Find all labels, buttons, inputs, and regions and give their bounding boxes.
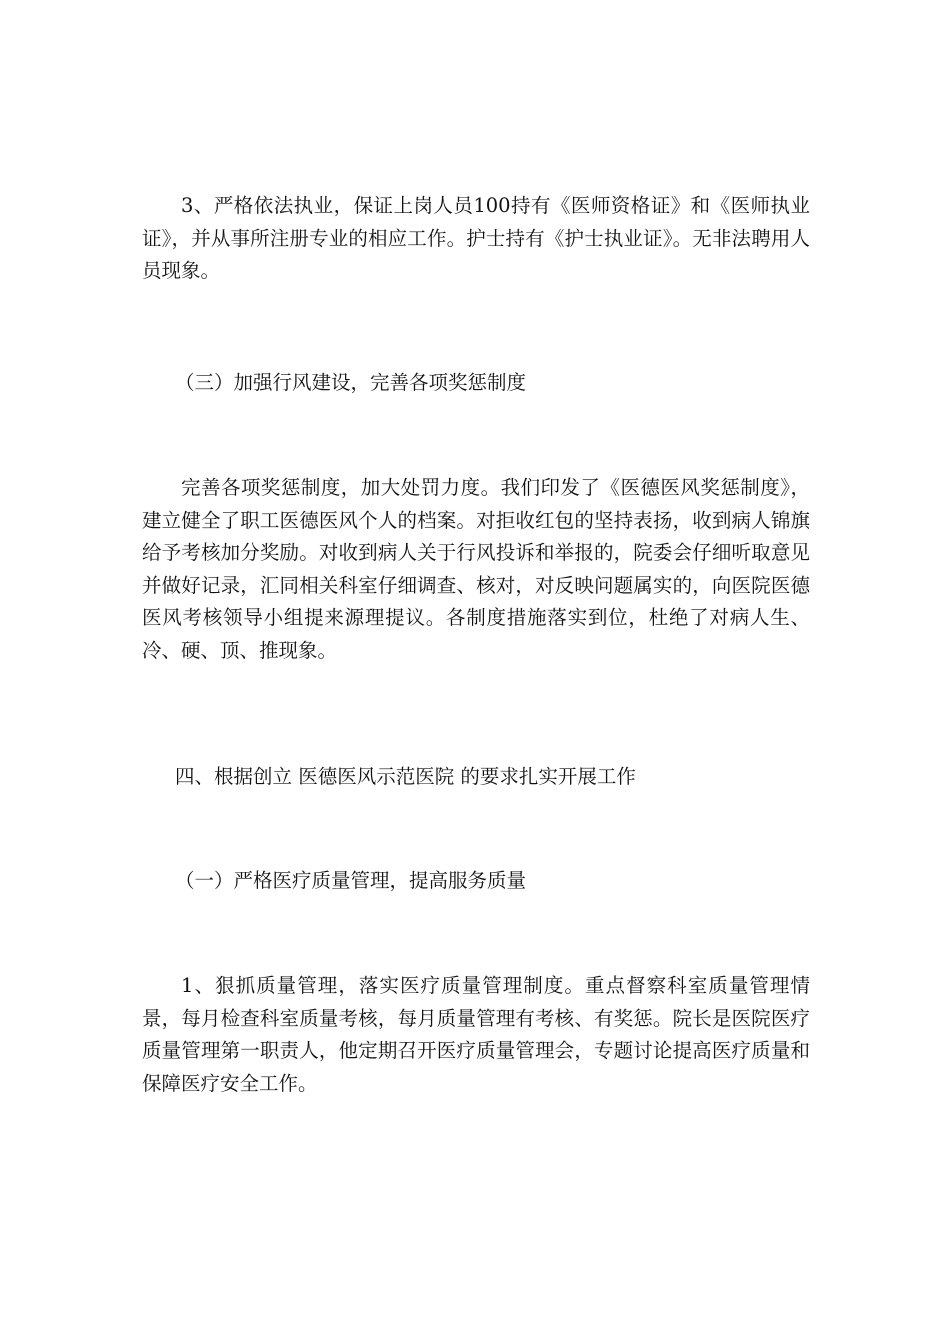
paragraph-rewards-penalties: 完善各项奖惩制度，加大处罚力度。我们印发了《医德医风奖惩制度》，建立健全了职工医德医风个人的档案。对拒收红包的坚持表扬，收到病人锦旗给予考核加分奖励。对收到病人关于行风投诉和举报的，院委会仔细听取意见并做好记录，汇同相关科室仔细调查、核对，对反映问题属实的，向医院医德医风考核领导小组提来源理提议。各制度措施落实到位，杜绝了对病人生、冷、硬、顶、推现象。 bbox=[142, 476, 810, 662]
paragraph-quality-management: 1、狠抓质量管理，落实医疗质量管理制度。重点督察科室质量管理情景，每月检查科室质量考核，每月质量管理有考核、有奖惩。院长是医院医疗质量管理第一职责人，他定期召开医疗质量管理会，专题讨论提高医疗质量和保障医疗安全工作。 bbox=[142, 974, 810, 1095]
subsection-heading-1: （一）严格医疗质量管理，提高服务质量 bbox=[175, 869, 527, 892]
section-heading-4: 四、根据创立 医德医风示范医院 的要求扎实开展工作 bbox=[175, 765, 636, 788]
section-heading-3: （三）加强行风建设，完善各项奖惩制度 bbox=[175, 371, 527, 394]
paragraph-licensing: 3、严格依法执业，保证上岗人员100持有《医师资格证》和《医师执业证》，并从事所注册专业的相应工作。护士持有《护士执业证》。无非法聘用人员现象。 bbox=[142, 194, 810, 282]
